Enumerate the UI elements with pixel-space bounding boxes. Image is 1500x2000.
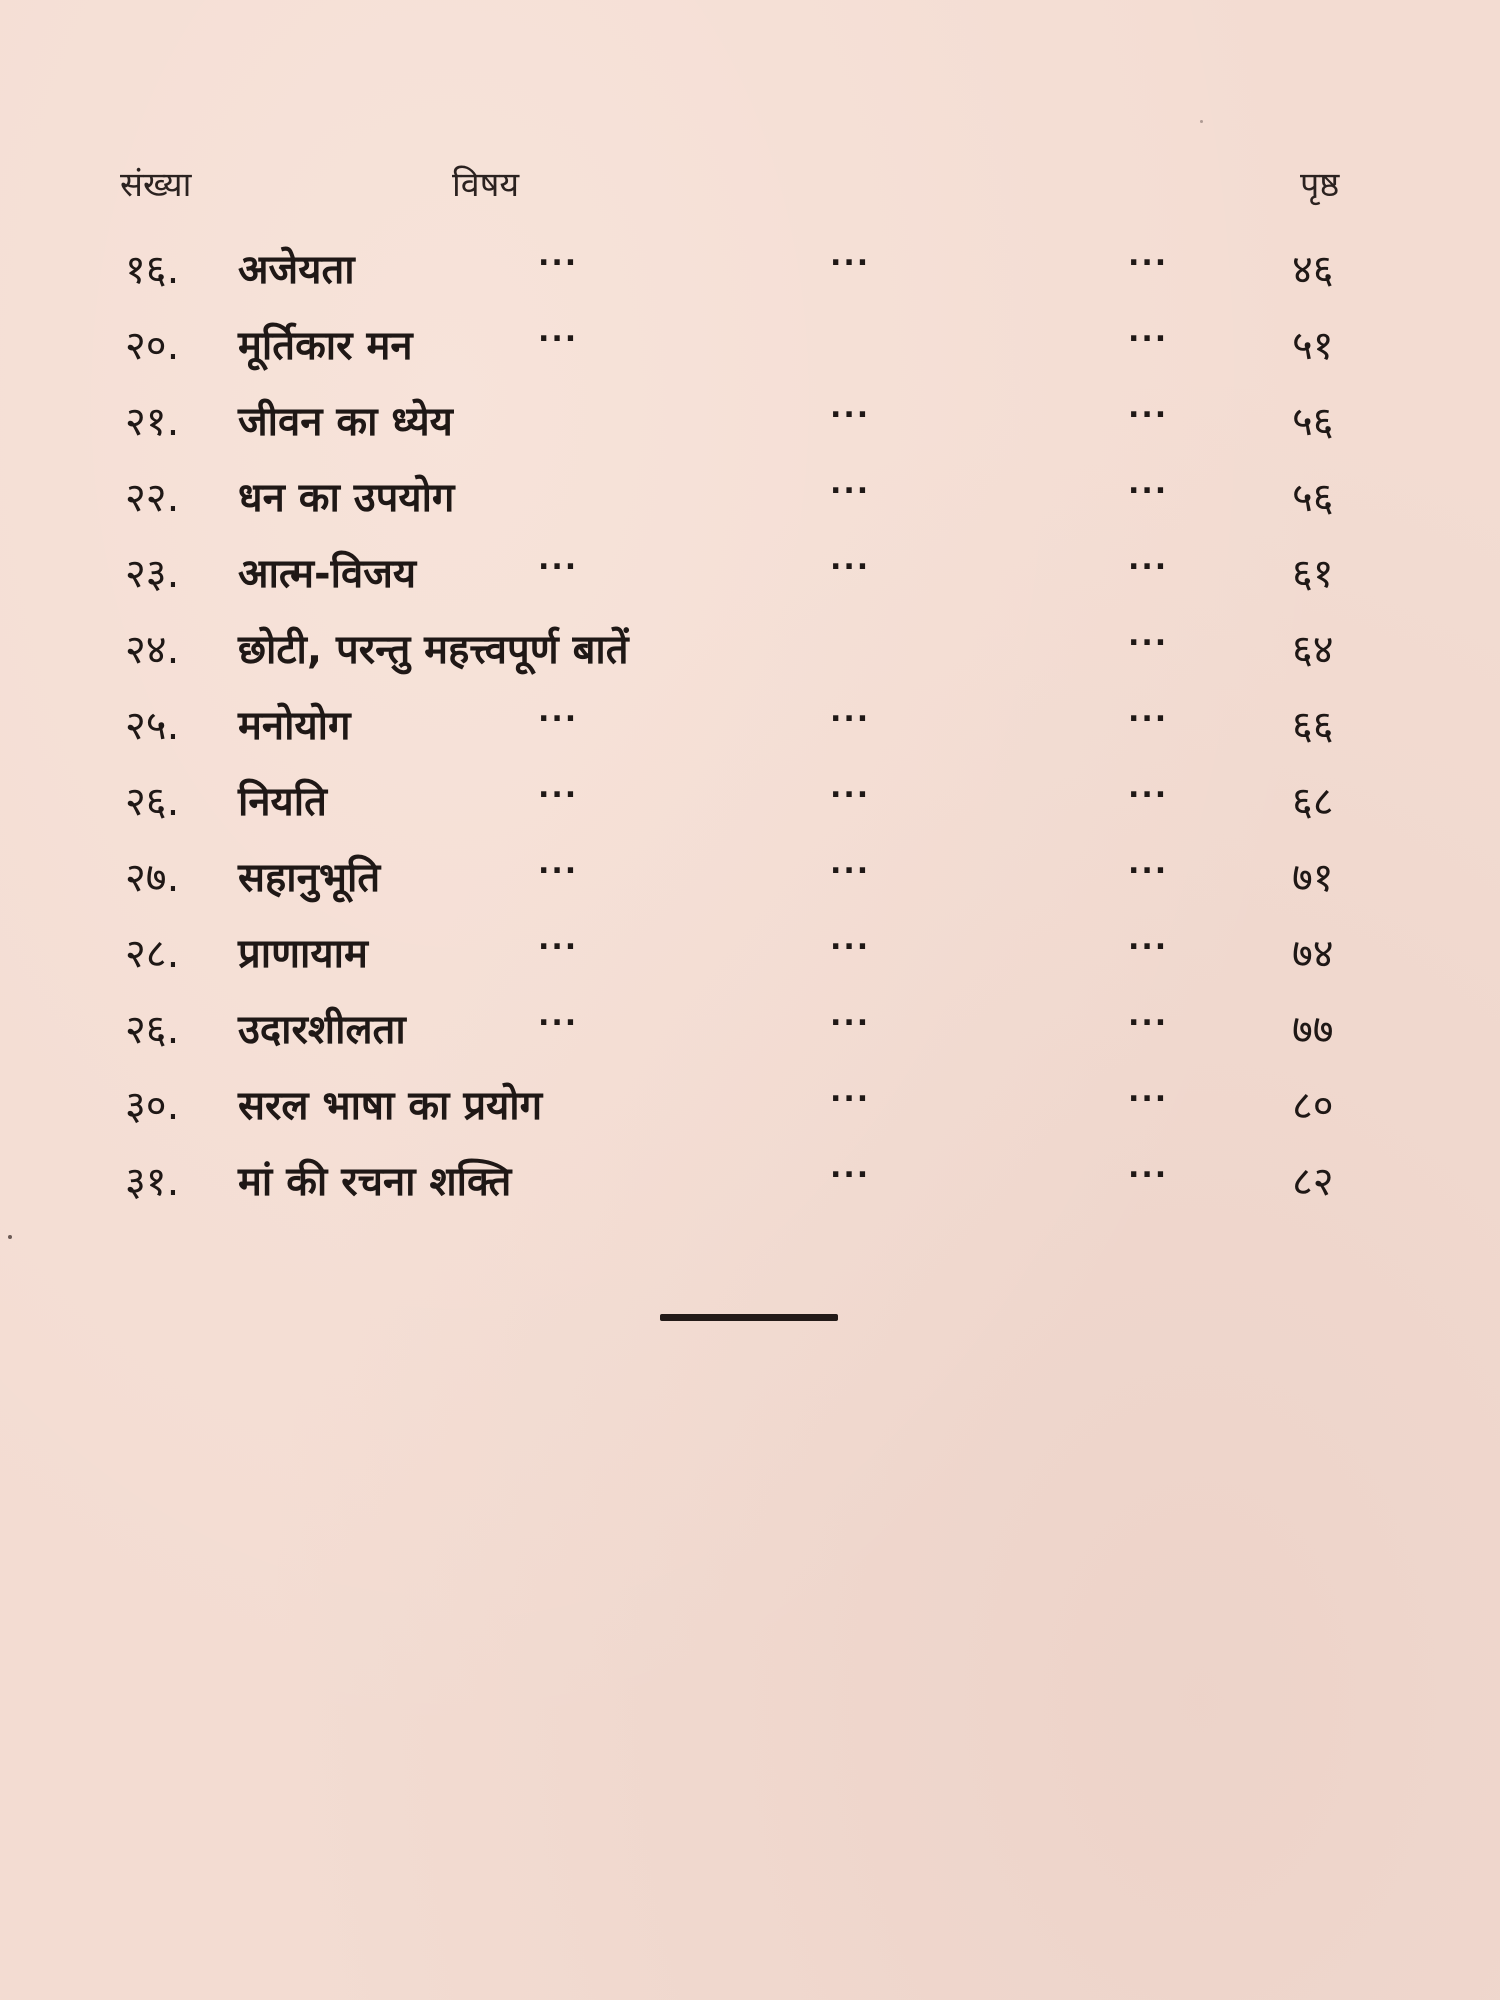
- entry-page: ८०: [1292, 1083, 1334, 1129]
- dot-leader: ...: [1128, 390, 1169, 425]
- entry-page: ५६: [1292, 475, 1334, 521]
- toc-entry: [0, 384, 1500, 460]
- dot-leader: ...: [538, 770, 579, 805]
- toc-entry: [0, 1144, 1500, 1220]
- table-of-contents: [0, 232, 1500, 1220]
- dot-leader: ...: [830, 998, 871, 1033]
- toc-entry: [0, 612, 1500, 688]
- entry-number: २१.: [125, 399, 180, 445]
- dot-leader: ...: [1128, 1074, 1169, 1109]
- section-divider: [660, 1314, 838, 1321]
- entry-page: ६१: [1292, 551, 1334, 597]
- entry-title: सहानुभूति: [238, 855, 381, 901]
- toc-entry: [0, 840, 1500, 916]
- entry-page: ५१: [1292, 323, 1334, 369]
- dot-leader: ...: [1128, 238, 1169, 273]
- dot-leader: ...: [1128, 694, 1169, 729]
- entry-number: २२.: [125, 475, 180, 521]
- toc-entry: [0, 688, 1500, 764]
- dot-leader: ...: [1128, 466, 1169, 501]
- dot-leader: ...: [1128, 618, 1169, 653]
- entry-number: २६.: [125, 1007, 180, 1053]
- dot-leader: ...: [830, 846, 871, 881]
- dot-leader: ...: [830, 1150, 871, 1185]
- entry-number: २०.: [125, 323, 180, 369]
- toc-entry: [0, 992, 1500, 1068]
- entry-title: छोटी, परन्तु महत्त्वपूर्ण बातें: [238, 627, 629, 673]
- entry-page: ७४: [1292, 931, 1334, 977]
- entry-page: ६८: [1292, 779, 1334, 825]
- toc-entry: [0, 916, 1500, 992]
- dot-leader: ...: [830, 1074, 871, 1109]
- paper-speck: [8, 1235, 12, 1239]
- entry-number: २३.: [125, 551, 180, 597]
- toc-entry: [0, 536, 1500, 612]
- entry-title: आत्म-विजय: [238, 551, 417, 597]
- entry-page: ७७: [1292, 1007, 1334, 1053]
- dot-leader: ...: [538, 314, 579, 349]
- paper-speck: [1200, 120, 1203, 123]
- dot-leader: ...: [1128, 998, 1169, 1033]
- dot-leader: ...: [538, 542, 579, 577]
- entry-number: २६.: [125, 779, 180, 825]
- entry-title: प्राणायाम: [238, 931, 368, 977]
- entry-number: २५.: [125, 703, 180, 749]
- dot-leader: ...: [830, 770, 871, 805]
- number-column-heading: संख्या: [120, 165, 192, 205]
- entry-number: ३०.: [125, 1083, 180, 1129]
- toc-entry: [0, 460, 1500, 536]
- entry-number: १६.: [125, 247, 180, 293]
- entry-title: मूर्तिकार मन: [238, 323, 413, 369]
- entry-title: अजेयता: [238, 247, 355, 293]
- entry-title: उदारशीलता: [238, 1007, 406, 1053]
- entry-page: ७१: [1292, 855, 1334, 901]
- dot-leader: ...: [1128, 770, 1169, 805]
- dot-leader: ...: [538, 694, 579, 729]
- entry-title: सरल भाषा का प्रयोग: [238, 1083, 543, 1129]
- entry-title: जीवन का ध्येय: [238, 399, 453, 445]
- dot-leader: ...: [830, 390, 871, 425]
- dot-leader: ...: [1128, 846, 1169, 881]
- page-column-heading: पृष्ठ: [1300, 165, 1340, 205]
- dot-leader: ...: [1128, 1150, 1169, 1185]
- dot-leader: ...: [830, 238, 871, 273]
- entry-page: ८२: [1292, 1159, 1334, 1205]
- entry-title: नियति: [238, 779, 327, 825]
- toc-header: [0, 160, 1500, 210]
- dot-leader: ...: [830, 466, 871, 501]
- dot-leader: ...: [538, 922, 579, 957]
- entry-title: धन का उपयोग: [238, 475, 455, 521]
- entry-page: ४६: [1292, 247, 1334, 293]
- subject-column-heading: विषय: [452, 165, 520, 205]
- dot-leader: ...: [538, 846, 579, 881]
- dot-leader: ...: [830, 542, 871, 577]
- dot-leader: ...: [1128, 922, 1169, 957]
- dot-leader: ...: [830, 694, 871, 729]
- toc-entry: [0, 764, 1500, 840]
- dot-leader: ...: [1128, 542, 1169, 577]
- entry-page: ६४: [1292, 627, 1334, 673]
- toc-entry: [0, 232, 1500, 308]
- entry-number: २४.: [125, 627, 180, 673]
- entry-number: ३१.: [125, 1159, 180, 1205]
- dot-leader: ...: [1128, 314, 1169, 349]
- entry-number: २७.: [125, 855, 180, 901]
- dot-leader: ...: [538, 998, 579, 1033]
- entry-page: ५६: [1292, 399, 1334, 445]
- entry-title: मनोयोग: [238, 703, 351, 749]
- entry-page: ६६: [1292, 703, 1334, 749]
- dot-leader: ...: [830, 922, 871, 957]
- entry-title: मां की रचना शक्ति: [238, 1159, 512, 1205]
- toc-entry: [0, 1068, 1500, 1144]
- entry-number: २८.: [125, 931, 180, 977]
- toc-entry: [0, 308, 1500, 384]
- dot-leader: ...: [538, 238, 579, 273]
